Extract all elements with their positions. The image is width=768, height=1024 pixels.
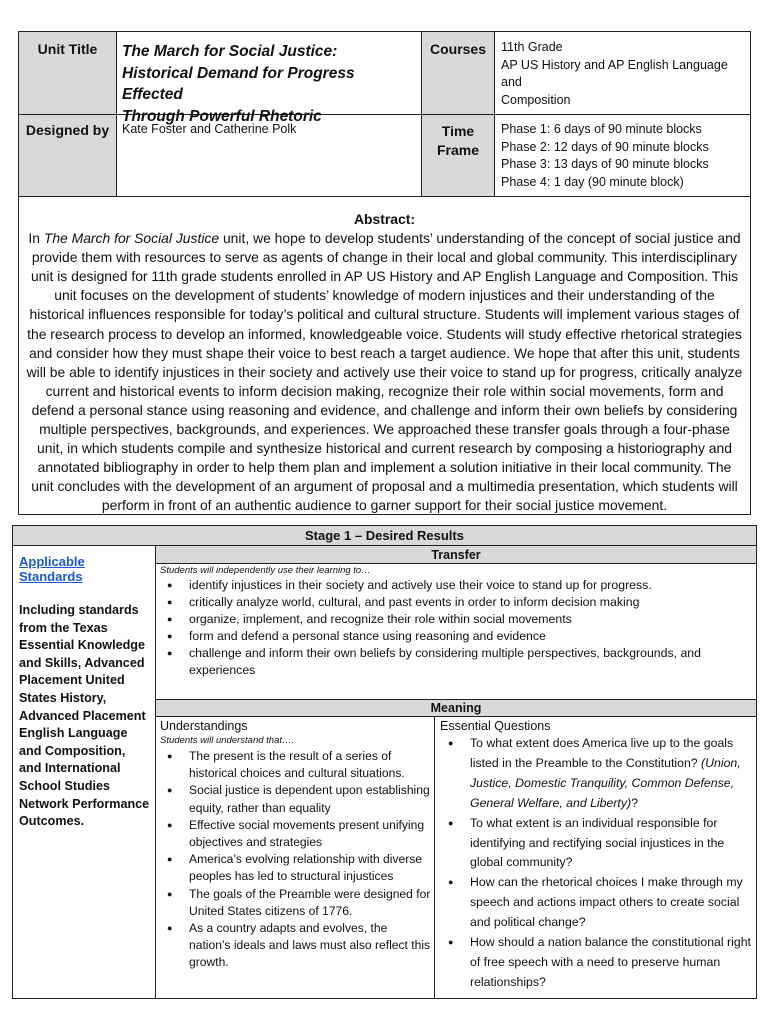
essential-questions-label: Essential Questions	[440, 719, 551, 733]
courses-line: 11th Grade	[501, 40, 563, 54]
abstract-title: Abstract:	[354, 211, 415, 227]
essential-question-item	[470, 734, 754, 814]
abstract-body	[25, 229, 744, 515]
phase-item: Phase 2: 12 days of 90 minute blocks	[501, 139, 709, 154]
meaning-band: Meaning	[156, 700, 756, 717]
applicable-standards-link[interactable]: Applicable Standards	[19, 554, 85, 584]
essential-question-item: ● How can the rhetorical choices I make through my speech and actions impact others to create social and political change?	[470, 873, 754, 933]
abstract-unit-name: The March for Social Justice	[43, 230, 220, 247]
eq-preamble-goals: (Union, Justice, Domestic Tranquility, Common Defense, General Welfare, and Liberty)	[470, 755, 741, 810]
unit-overview-table	[18, 31, 751, 515]
standards-description: Including standards from the Texas Essential Knowledge and Skills, Advanced Placement United States History, Advanced Placement English Language and Composition, and International School Studies Network Performance Outcomes.	[19, 603, 150, 829]
transfer-section	[160, 565, 755, 679]
time-frame-label-line: Frame	[436, 142, 480, 158]
transfer-intro: Students will independently use their learning to…	[160, 565, 371, 576]
understanding-item: ● The present is the result of a series of historical choices and cultural situations.	[189, 748, 432, 782]
unit-title-label: Unit Title	[37, 41, 98, 57]
understandings-label: Understandings	[160, 719, 248, 733]
eq-end: ?	[631, 795, 638, 810]
phase-list	[501, 121, 749, 191]
time-frame-label	[422, 122, 494, 160]
transfer-item: ● identify injustices in their society and actively use their voice to stand up for progress.	[189, 577, 755, 594]
abstract-intro: In	[28, 230, 44, 247]
designed-by-label: Designed by	[25, 122, 110, 138]
essential-questions-section	[440, 718, 754, 993]
unit-title-line: The March for Social Justice:	[122, 43, 338, 60]
grid-line	[155, 546, 156, 998]
abstract-section	[20, 206, 749, 514]
transfer-item: ● challenge and inform their own beliefs by considering multiple perspectives, backgrounds, and experiences	[189, 645, 755, 679]
courses-label: Courses	[429, 41, 487, 57]
phase-item: Phase 1: 6 days of 90 minute blocks	[501, 122, 702, 136]
understandings-list	[160, 748, 432, 972]
stage1-title: Stage 1 – Desired Results	[13, 526, 756, 546]
unit-title-line: Historical Demand for Progress Effected	[122, 64, 355, 103]
essential-question-item: ● To what extent is an individual responsible for identifying and rectifying social injustices in the global community?	[470, 814, 754, 874]
phase-item: Phase 4: 1 day (90 minute block)	[501, 174, 684, 189]
understandings-intro: Students will understand that….	[160, 735, 295, 746]
unit-title-line: Through Powerful Rhetoric	[122, 107, 322, 125]
transfer-band: Transfer	[156, 546, 756, 564]
time-frame-label-line: Time	[441, 123, 475, 139]
unit-title	[122, 41, 418, 127]
understandings-section	[160, 718, 432, 972]
phase-item: Phase 3: 13 days of 90 minute blocks	[501, 157, 709, 171]
understanding-item: ● As a country adapts and evolves, the nation’s ideals and laws must also reflect this growth.	[189, 920, 432, 972]
grid-line	[434, 717, 435, 998]
courses-line: Composition	[501, 92, 571, 107]
understanding-item: ● Effective social movements present unifying objectives and strategies	[189, 817, 432, 851]
understanding-item: ● The goals of the Preamble were designed for United States citizens of 1776.	[189, 886, 432, 920]
essential-question-item: ● How should a nation balance the constitutional right of free speech with a need to preserve human relationships?	[470, 933, 754, 993]
stage1-table	[12, 525, 757, 999]
grid-line	[19, 196, 750, 197]
essential-questions-list	[440, 734, 754, 993]
transfer-list	[160, 577, 755, 679]
courses-value	[501, 39, 749, 109]
eq-text: To what extent does America live up to the goals listed in the Preamble to the Constitution?	[470, 736, 734, 770]
designed-by-value: Kate Foster and Catherine Polk	[122, 122, 297, 136]
understanding-item: ● Social justice is dependent upon establishing equity, rather than equality	[189, 782, 432, 816]
understanding-item: ● America’s evolving relationship with diverse peoples has led to structural injustices	[189, 851, 432, 885]
transfer-item: ● organize, implement, and recognize their role within social movements	[189, 611, 755, 628]
transfer-item: ● critically analyze world, cultural, and past events in order to inform decision making	[189, 594, 755, 611]
transfer-item: ● form and defend a personal stance using reasoning and evidence	[189, 628, 755, 645]
abstract-text: unit, we hope to develop students’ understanding of the concept of social justice and provide them with resources to serve as agents of change in their local and global community. This interdisciplinary unit is designed for 11th grade students enrolled in AP US History and AP English Language and Composition. This unit focuses on the development of students’ knowledge of modern injustices and their understanding of the historical influences responsible for today’s political and cultural structure. Students will implement various stages of the research process to develop an informed, knowledgeable voice. Students will study effective rhetorical strategies and consider how they must shape their voice to best reach a target audience. We hope that after this unit, students will be able to identify injustices in their society and actively use their voice to stand up for progress, critically analyze current and historical events to inform decision making, recognize their role within social movements, form and defend a personal stance using reasoning and evidence, and challenge and inform their own beliefs by considering multiple perspectives, backgrounds, and experiences. We approached these transfer goals through a four-phase unit, in which students compile and synthesize historical and current research by composing a historiography and annotated bibliography in order to help them plan and implement a solution initiative in their local community. The unit concludes with the development of an argument of proposal and a multimedia presentation, which students will perform in front of an authentic audience to garner support for their social justice movement.	[26, 230, 743, 514]
courses-line: AP US History and AP English Language and	[501, 57, 728, 89]
standards-cell	[19, 554, 151, 831]
